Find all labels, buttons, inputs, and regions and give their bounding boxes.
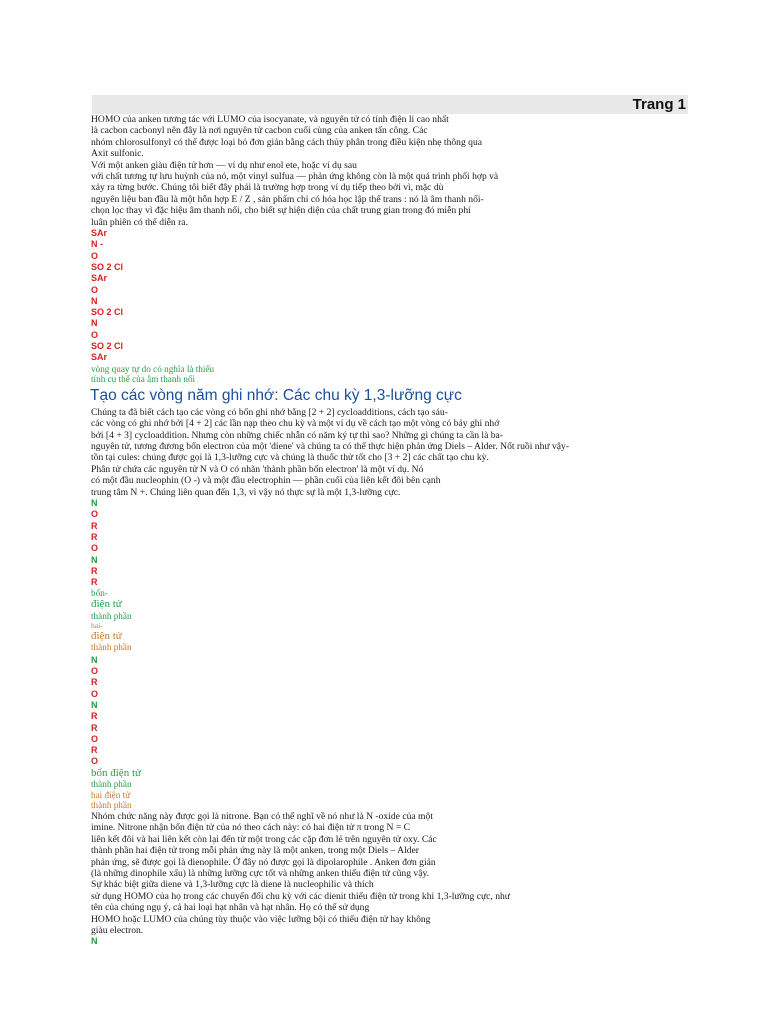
- atom-label: O: [91, 688, 99, 699]
- paragraph-1: [91, 114, 691, 228]
- text-line: Nhóm chức năng này được gọi là nitrone. Bạn có thể nghĩ về nó như là N -oxide của một: [91, 810, 433, 822]
- atom-label: SO 2 Cl: [91, 307, 124, 318]
- text-line: HOMO của anken tương tác với LUMO của isocyanate, và nguyên tử có tính điện li cao nhất: [91, 114, 449, 125]
- figure-caption: tính cụ thể của âm thanh nổi: [91, 374, 196, 385]
- text-line: thành phần hai điện tử trong mỗi phản ứng này là một anken, trong một Diels – Alder: [91, 845, 420, 857]
- atom-label: N: [91, 936, 98, 947]
- text-line: có một đầu nucleophin (O -) và một đầu electrophin — phần cuối của liên kết đôi bên cạnh: [91, 475, 441, 487]
- atom-label: O: [91, 756, 99, 767]
- text-line: phản ứng, sẽ được gọi là dienophile. Ở đây nó được gọi là dipolarophile . Anken đơn giản: [91, 856, 436, 868]
- figure-note: thành phần: [91, 800, 132, 811]
- figure-note: điện tử: [91, 629, 122, 642]
- text-line: Với một anken giàu điện tử hơn — ví dụ như enol ete, hoặc ví dụ sau: [91, 159, 357, 171]
- figure-note: hai-: [91, 621, 103, 631]
- atom-label: N -: [91, 239, 103, 250]
- text-line: imine. Nitrone nhận bốn điện tử của nó theo cách này: có hai điện tử π trong N = C: [91, 822, 411, 834]
- text-line: Sự khác biệt giữa diene và 1,3-lưỡng cực là diene là nucleophilic và thích: [91, 879, 374, 891]
- figure-note: thành phần: [91, 610, 132, 621]
- atom-label: R: [91, 565, 98, 576]
- atom-label: O: [91, 284, 99, 295]
- text-line: tên của chúng ngụ ý, cả hai loại hạt nhân và hạt nhân. Họ có thể sử dụng: [91, 902, 370, 914]
- atom-label: O: [91, 666, 99, 677]
- atom-label: SO 2 Cl: [91, 341, 124, 352]
- paragraph-2: [91, 407, 691, 498]
- text-line: nguyên liệu ban đầu là một hỗn hợp E / Z , sản phẩm chỉ có hóa học lập thể trans : nó là âm thanh nổi-: [91, 193, 484, 205]
- page-number-label: Trang 1: [632, 96, 686, 113]
- text-line: bởi [4 + 3] cycloaddition. Nhưng còn những chiếc nhẫn có năm ký tự thì sao? Những gì chúng ta cần là ba-: [91, 429, 503, 441]
- atom-label: R: [91, 711, 98, 722]
- text-line: tồn tại cules: chúng được gọi là 1,3-lưỡng cực và chúng là thuốc thử tốt cho [3 + 2] các chất tạo chu kỳ.: [91, 452, 489, 464]
- atom-label: SO 2 Cl: [91, 261, 124, 272]
- text-line: Phân tử chứa các nguyên tử N và O có nhãn 'thành phần bốn electron' là một ví dụ. Nó: [91, 463, 424, 475]
- text-line: nhóm chlorosulfonyl có thể được loại bỏ đơn giản bằng cách thủy phân trong điều kiện nhẹ thông qua: [91, 136, 483, 148]
- atom-label: O: [91, 733, 99, 744]
- figure-labels-1: [91, 228, 691, 385]
- figure-note: hai điện tử: [91, 789, 131, 800]
- atom-label: SAr: [91, 273, 108, 284]
- figure-caption: vòng quay tự do có nghĩa là thiếu: [91, 363, 215, 374]
- text-line: nguyên tử, tương đương bốn electron của một 'diene' và chúng ta có thể thực hiện phản ứng Diels – Alder. Nốt ruồi như vậy-: [91, 441, 570, 453]
- atom-label: R: [91, 520, 98, 531]
- atom-label: R: [91, 677, 98, 688]
- atom-label: O: [91, 509, 99, 520]
- atom-label: R: [91, 531, 98, 542]
- text-line: trung tâm N +. Chúng liên quan đến 1,3, vì vậy nó thực sự là một 1,3-lưỡng cực.: [91, 486, 401, 498]
- text-line: với chất tương tự lưu huỳnh của nó, một vinyl sulfua — phản ứng không còn là một quá trình phối hợp và: [91, 171, 499, 183]
- atom-label: N: [91, 498, 98, 509]
- text-line: chọn lọc thay vì đặc hiệu âm thanh nổi, cho biết sự hiện diện của chất trung gian trong đó miễn phí: [91, 205, 471, 217]
- text-line: là cacbon cacbonyl nên đây là nơi nguyên tử cacbon cuối cùng của anken tấn công. Các: [91, 125, 428, 137]
- atom-label: N: [91, 699, 98, 710]
- text-line: HOMO hoặc LUMO của chúng tùy thuộc vào việc lưỡng bội có thiếu điện tử hay không: [91, 913, 431, 925]
- text-line: giàu electron.: [91, 925, 144, 937]
- text-line: Axit sulfonic.: [91, 148, 144, 160]
- atom-label: SAr: [91, 228, 108, 239]
- atom-label: O: [91, 250, 99, 261]
- atom-label: R: [91, 722, 98, 733]
- figure-note: bốn-: [91, 588, 108, 599]
- paragraph-3: [91, 811, 691, 936]
- text-line: các vòng có ghi nhớ bởi [4 + 2] các lần nạp theo chu kỳ và một ví dụ về cách tạo một vòng có bảy ghi nhớ: [91, 418, 500, 430]
- atom-label: O: [91, 543, 99, 554]
- figure-note: điện tử: [91, 598, 122, 611]
- atom-label: N: [91, 295, 98, 306]
- figure-note: thành phần: [91, 779, 132, 790]
- atom-label: O: [91, 329, 99, 340]
- page-header-bar: [92, 95, 688, 114]
- atom-label: N: [91, 554, 98, 565]
- atom-label: N: [91, 318, 98, 329]
- document-body: [91, 114, 691, 948]
- text-line: xảy ra từng bước. Chúng tôi biết đây phải là trường hợp trong ví dụ tiếp theo bởi vì, mặc dù: [91, 182, 444, 194]
- atom-label: N: [91, 654, 98, 665]
- text-line: sử dụng HOMO của họ trong các chuyển đổi chu kỳ với các dienit thiếu điện tử trong khi 1,3-lưỡng cực, như: [91, 890, 511, 902]
- atom-label: SAr: [91, 352, 108, 363]
- atom-label: R: [91, 577, 98, 588]
- text-line: (là những dinophile xấu) là những lưỡng cực tốt và những anken thiếu điện tử cũng vậy.: [91, 868, 430, 879]
- atom-label: R: [91, 745, 98, 756]
- text-line: liên kết đôi và hai liên kết còn lại đến từ một trong các cặp đơn lẻ trên nguyên tử oxy. Các: [91, 833, 437, 845]
- text-line: luân phiên có thể diễn ra.: [91, 216, 188, 228]
- text-line: Chúng ta đã biết cách tạo các vòng có bốn ghi nhớ bằng [2 + 2] cycloadditions, cách tạo sáu-: [91, 406, 448, 418]
- figure-note: bốn điện tử: [91, 766, 141, 779]
- figure-labels-2: [91, 498, 691, 811]
- figure-note: thành phần: [91, 642, 132, 653]
- section-heading: Tạo các vòng năm ghi nhớ: Các chu kỳ 1,3-lưỡng cực: [90, 386, 462, 404]
